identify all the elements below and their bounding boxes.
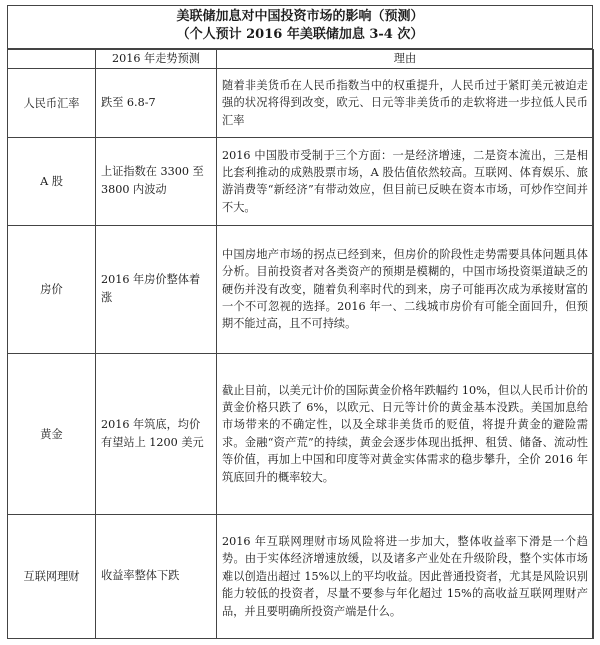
table-row-housing xyxy=(8,225,594,353)
title-block xyxy=(7,5,593,49)
row-reason: 截止目前，以美元计价的国际黄金价格年跌幅约 10%，但以人民币计价的黄金价格只跌了 6%，以欧元、日元等计价的黄金基本没跌。美国加息给市场带来的不确定性，以及全球非美货币的贬值，将提升黄金的避险需求。金融“资产荒”的持续，黄金会逐步体现出抵押、租赁、储备、流动性等价值，再加上中国和印度等对黄金实体需求的稳步攀升，全价 2016 年筑底回升的概率较大。 xyxy=(217,353,594,514)
header-empty xyxy=(8,50,96,69)
header-trend: 2016 年走势预测 xyxy=(96,50,217,69)
row-trend: 上证指数在 3300 至 3800 内波动 xyxy=(96,138,217,226)
forecast-table xyxy=(7,49,594,639)
table-row-internet-finance xyxy=(8,514,594,638)
row-category: 互联网理财 xyxy=(8,514,96,638)
row-trend: 跌至 6.8-7 xyxy=(96,69,217,138)
header-reason: 理由 xyxy=(217,50,594,69)
document-title: 美联储加息对中国投资市场的影响（预测） xyxy=(176,9,424,24)
row-category: 房价 xyxy=(8,225,96,353)
table-header-row xyxy=(8,50,594,69)
row-reason: 随着非美货币在人民币指数当中的权重提升，人民币过于紧盯美元被迫走强的状况将得到改变，欧元、日元等非美货币的走软将进一步拉低人民币汇率 xyxy=(217,69,594,138)
document-subtitle: （个人预计 2016 年美联储加息 3-4 次） xyxy=(176,27,424,42)
table-row-gold xyxy=(8,353,594,514)
row-reason: 中国房地产市场的拐点已经到来，但房价的阶段性走势需要具体问题具体分析。目前投资者对各类资产的预期是模糊的，中国市场投资渠道缺乏的硬伤并没有改变，随着负利率时代的到来，房子可能再次成为承接财富的一个不可忽视的选择。2016 年一、二线城市房价有可能全面回升，但预期不能过高，且不可持续。 xyxy=(217,225,594,353)
row-category: 人民币汇率 xyxy=(8,69,96,138)
table-row-rmb xyxy=(8,69,594,138)
row-trend: 收益率整体下跌 xyxy=(96,514,217,638)
row-trend: 2016 年筑底，均价有望站上 1200 美元 xyxy=(96,353,217,514)
row-reason: 2016 中国股市受制于三个方面：一是经济增速，二是资本流出，三是相比套利推动的成熟股票市场，A 股估值依然较高。互联网、体育娱乐、旅游消费等“新经济”有带动效应，但目前已反映在资本市场，可炒作空间并不大。 xyxy=(217,138,594,226)
row-category: 黄金 xyxy=(8,353,96,514)
row-reason: 2016 年互联网理财市场风险将进一步加大，整体收益率下滑是一个趋势。由于实体经济增速放缓，以及诸多产业处在升级阶段，整个实体市场难以创造出超过 15%以上的平均收益。因此普通投资者，尤其是风险识别能力较低的投资者，尽量不要参与年化超过 15%的高收益互联网理财产品，并且要明确所投资产端是什么。 xyxy=(217,514,594,638)
row-trend: 2016 年房价整体着涨 xyxy=(96,225,217,353)
row-category: A 股 xyxy=(8,138,96,226)
table-row-a-share xyxy=(8,138,594,226)
